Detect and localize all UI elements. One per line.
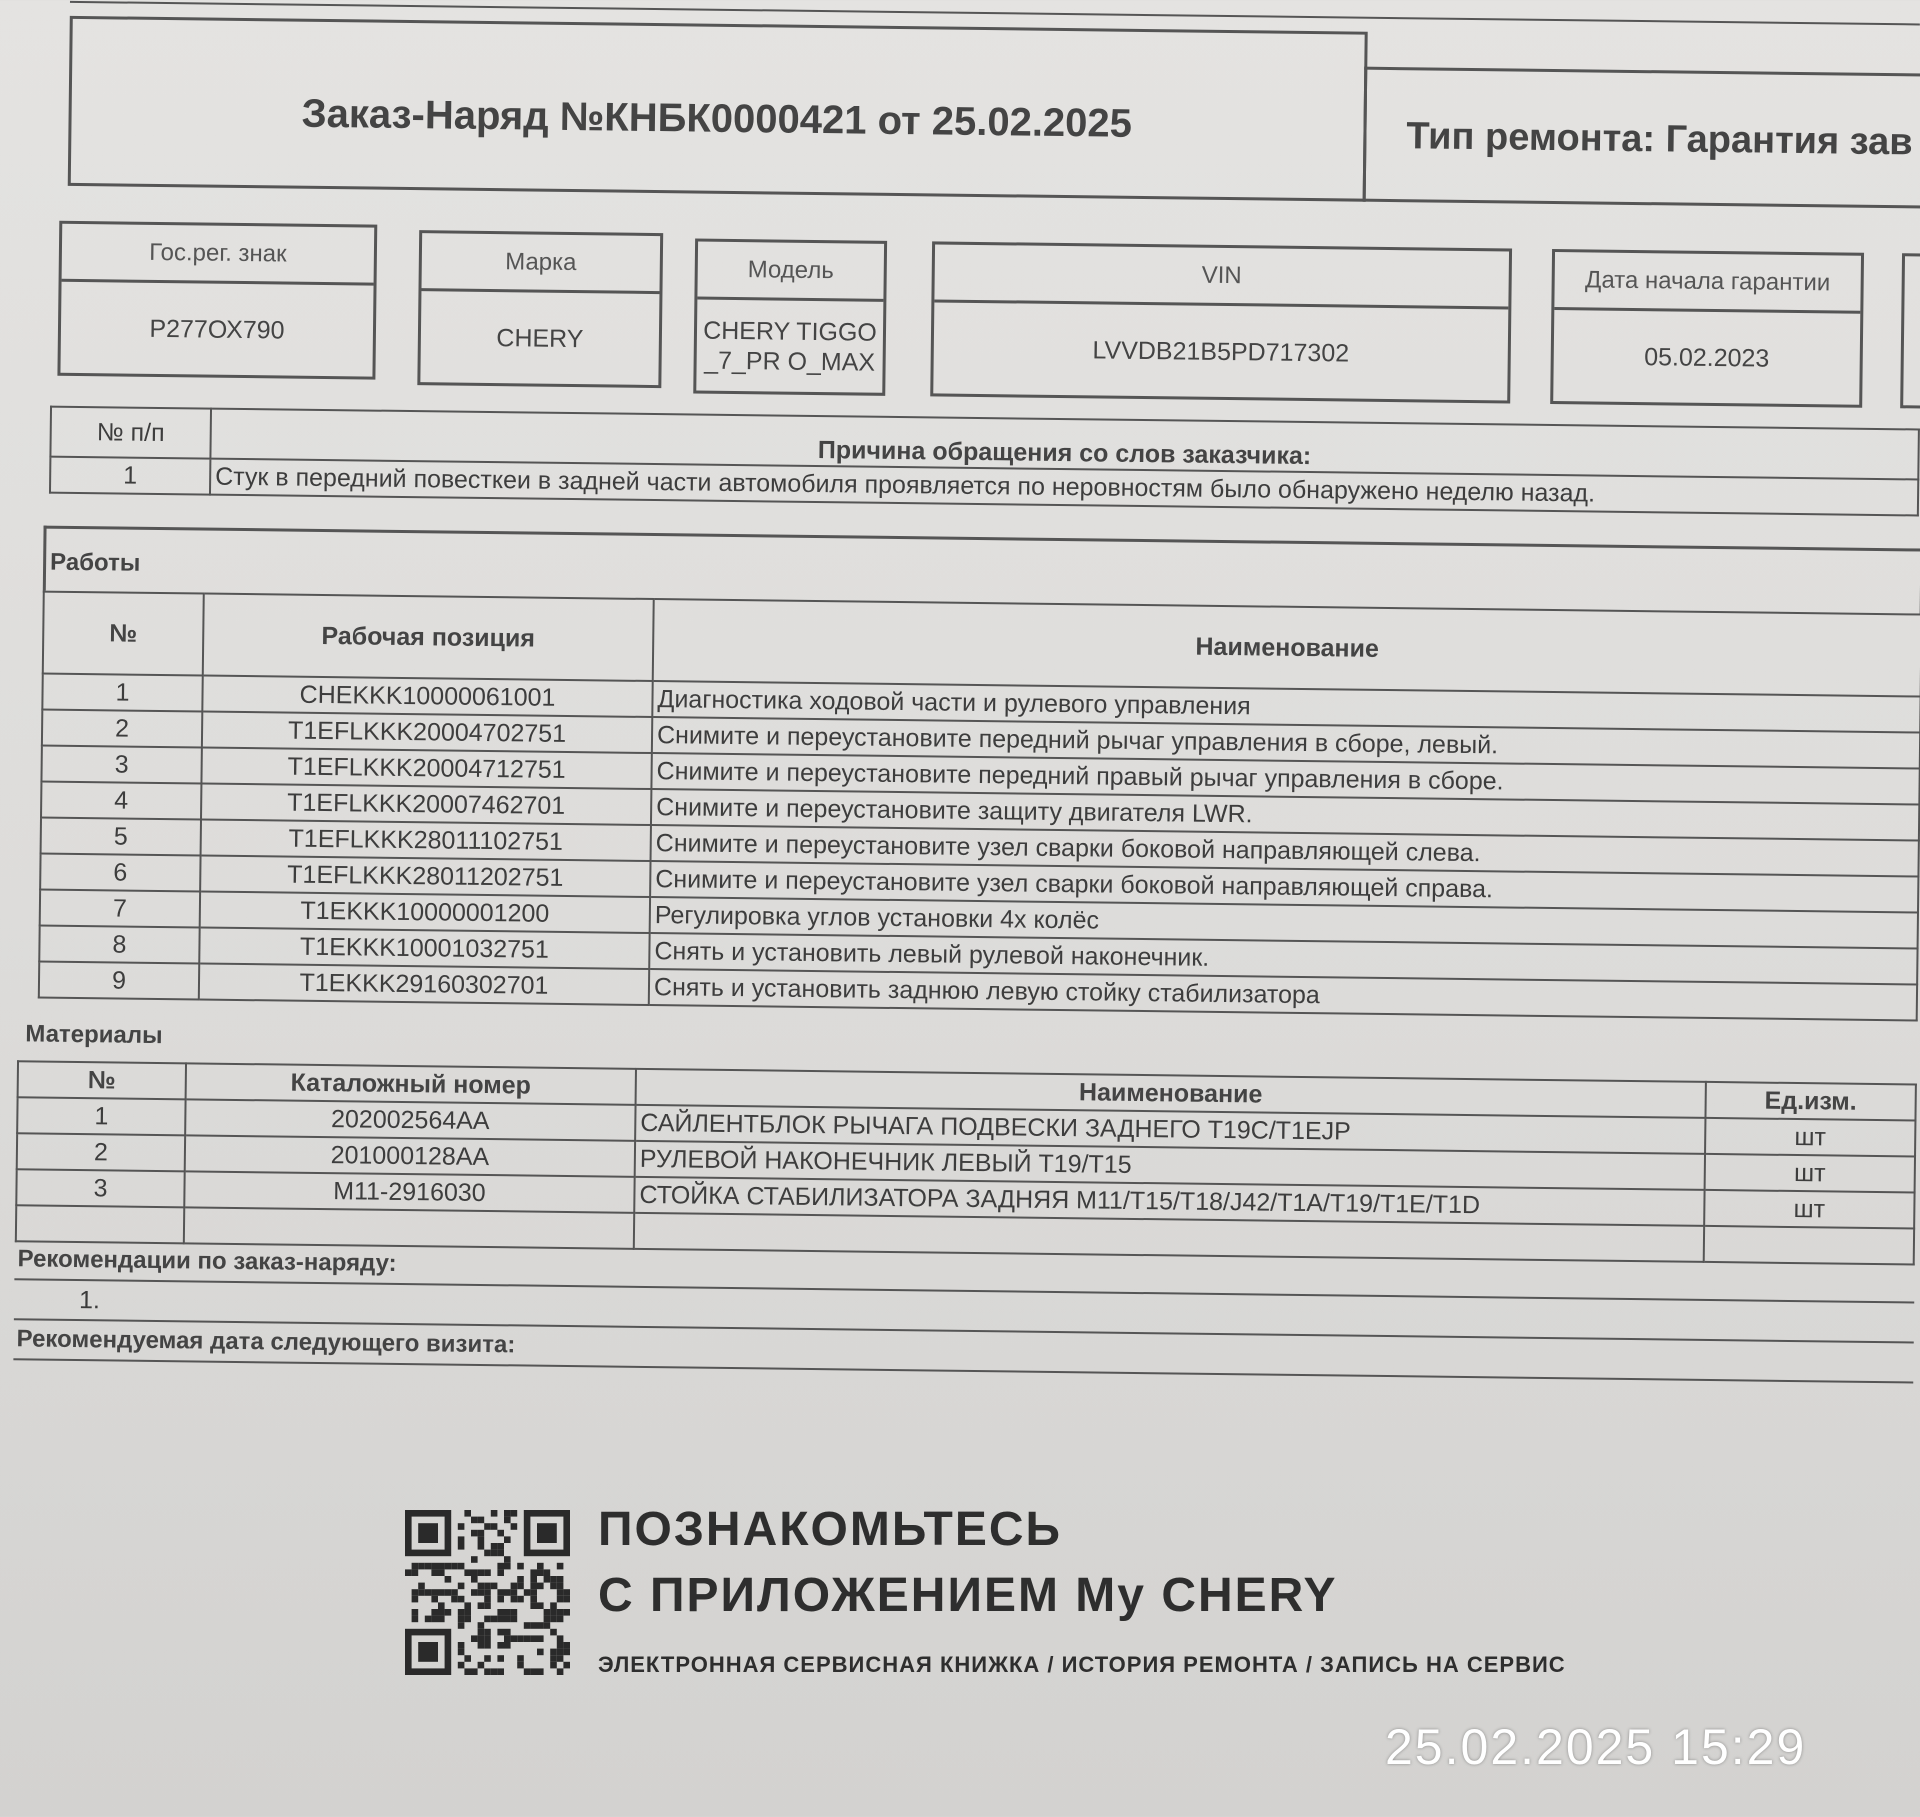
table-cell xyxy=(1704,1226,1914,1265)
table-cell: Снимите и переустановите защиту двигателя LWR. xyxy=(651,789,1919,840)
field-label: Модель xyxy=(697,242,884,302)
table-cell: Снимите и переустановите передний рычаг управления в сборе, левый. xyxy=(652,717,1920,768)
table-cell: T1EFLKKK20007462701 xyxy=(201,784,651,825)
recommendations-label: Рекомендации по заказ-наряду: xyxy=(17,1245,397,1277)
page-title: Заказ-Наряд №КНБК0000421 от 25.02.2025 xyxy=(301,91,1133,146)
table-cell: T1EFLKKK20004702751 xyxy=(202,712,652,753)
col-header: Наименование xyxy=(636,1069,1706,1118)
table-cell: САЙЛЕНТБЛОК РЫЧАГА ПОДВЕСКИ ЗАДНЕГО T19C/T1EJP xyxy=(635,1105,1705,1154)
table-cell: 3 xyxy=(41,746,201,784)
photo-timestamp: 25.02.2025 15:29 xyxy=(1385,1719,1807,1775)
promo-line-2: С ПРИЛОЖЕНИЕМ My CHERY xyxy=(598,1569,1338,1622)
table-cell: 7 xyxy=(40,890,200,928)
works-table xyxy=(38,591,1920,1022)
field-value: Р277ОХ790 xyxy=(149,314,285,344)
divider xyxy=(13,1358,1913,1383)
repair-type-box xyxy=(1363,67,1920,209)
table-cell: Снять и установить левый рулевой наконечник. xyxy=(649,933,1917,984)
vin-field xyxy=(930,241,1512,403)
table-cell: T1EFLKKK28011102751 xyxy=(201,820,651,861)
table-cell: РУЛЕВОЙ НАКОНЕЧНИК ЛЕВЫЙ T19/T15 xyxy=(635,1141,1705,1190)
col-header: Рабочая позиция xyxy=(203,594,654,681)
table-cell: шт xyxy=(1705,1154,1915,1193)
works-label: Работы xyxy=(49,548,141,577)
table-cell xyxy=(16,1205,184,1243)
divider xyxy=(14,1278,1914,1303)
table-cell: 4 xyxy=(41,782,201,820)
field-value: 05.02.2023 xyxy=(1644,342,1770,373)
materials-table xyxy=(15,1060,1917,1265)
field-label: Дата начала гарантии xyxy=(1554,252,1861,314)
reason-num: 1 xyxy=(50,457,210,495)
table-cell: T1EKKK10000001200 xyxy=(200,892,650,933)
table-cell: Снимите и переустановите узел сварки боковой направляющей справа. xyxy=(650,861,1918,912)
field-value: LVVDB21B5PD717302 xyxy=(1092,335,1350,368)
table-cell: CHEKKK10000061001 xyxy=(202,676,652,717)
reason-table xyxy=(49,406,1920,517)
table-cell: T1EFLKKK20004712751 xyxy=(201,748,651,789)
table-cell: 6 xyxy=(40,854,200,892)
table-cell: Регулировка углов установки 4х колёс xyxy=(650,897,1918,948)
reason-text: Стук в передний повесткеи в задней части автомобиля проявляется по неровностям было обнаружено неделю назад. xyxy=(210,459,1918,516)
table-cell: 2 xyxy=(17,1133,185,1171)
field-value: CHERY xyxy=(496,323,584,353)
col-header: Ед.изм. xyxy=(1705,1082,1915,1121)
app-promo xyxy=(0,1480,1920,1740)
col-header: Каталожный номер xyxy=(186,1063,636,1104)
col-header: Наименование xyxy=(653,599,1920,696)
table-cell: 1 xyxy=(42,674,202,712)
field-label: Гос.рег. знак xyxy=(62,224,375,286)
table-cell: T1EKKK29160302701 xyxy=(199,964,649,1005)
table-cell: 2 xyxy=(42,710,202,748)
model-field xyxy=(693,239,887,396)
qr-code-icon xyxy=(405,1505,570,1680)
table-cell: Снимите и переустановите передний правый рычаг управления в сборе. xyxy=(651,753,1919,804)
table-cell: 202002564AA xyxy=(185,1099,635,1140)
warranty-date-field xyxy=(1550,249,1864,408)
table-cell: T1EKKK10001032751 xyxy=(199,928,649,969)
field-value: CHERY TIGGO_7_PR O_MAX xyxy=(703,316,878,377)
table-cell: Снимите и переустановите узел сварки боковой направляющей слева. xyxy=(651,825,1919,876)
reason-header: Причина обращения со слов заказчика: xyxy=(210,409,1918,480)
field-label: VIN xyxy=(934,244,1509,309)
table-cell: Диагностика ходовой части и рулевого управления xyxy=(652,681,1920,732)
table-cell: M11-2916030 xyxy=(184,1171,634,1212)
table-cell: T1EFLKKK28011202751 xyxy=(200,856,650,897)
reason-num-header: № п/п xyxy=(50,407,211,459)
next-visit-label: Рекомендуемая дата следующего визита: xyxy=(16,1325,516,1359)
materials-label: Материалы xyxy=(25,1020,163,1050)
col-header: № xyxy=(43,592,204,676)
table-cell: 9 xyxy=(39,962,199,1000)
table-cell: 201000128AA xyxy=(185,1135,635,1176)
table-cell: шт xyxy=(1704,1190,1914,1229)
table-cell: 5 xyxy=(41,818,201,856)
table-cell: 8 xyxy=(39,926,199,964)
promo-line-1: ПОЗНАКОМЬТЕСЬ xyxy=(598,1503,1062,1556)
repair-type: Тип ремонта: Гарантия зав xyxy=(1406,115,1913,164)
table-cell: шт xyxy=(1705,1118,1915,1157)
plate-field xyxy=(57,221,377,380)
recommendation-item: 1. xyxy=(78,1286,101,1315)
table-cell: Снять и установить заднюю левую стойку стабилизатора xyxy=(649,969,1917,1020)
table-cell: 3 xyxy=(16,1169,184,1207)
col-header: № xyxy=(18,1061,186,1099)
title-box xyxy=(68,16,1368,202)
partial-field xyxy=(1900,253,1920,408)
brand-field xyxy=(417,230,663,388)
table-cell: СТОЙКА СТАБИЛИЗАТОРА ЗАДНЯЯ M11/T15/T18/J42/T1A/T19/T1E/T1D xyxy=(634,1177,1704,1226)
table-cell: 1 xyxy=(17,1097,185,1135)
field-label: Марка xyxy=(421,233,660,294)
promo-line-3: ЭЛЕКТРОННАЯ СЕРВИСНАЯ КНИЖКА / ИСТОРИЯ РЕМОНТА / ЗАПИСЬ НА СЕРВИС xyxy=(598,1652,1566,1677)
table-cell xyxy=(184,1207,634,1248)
